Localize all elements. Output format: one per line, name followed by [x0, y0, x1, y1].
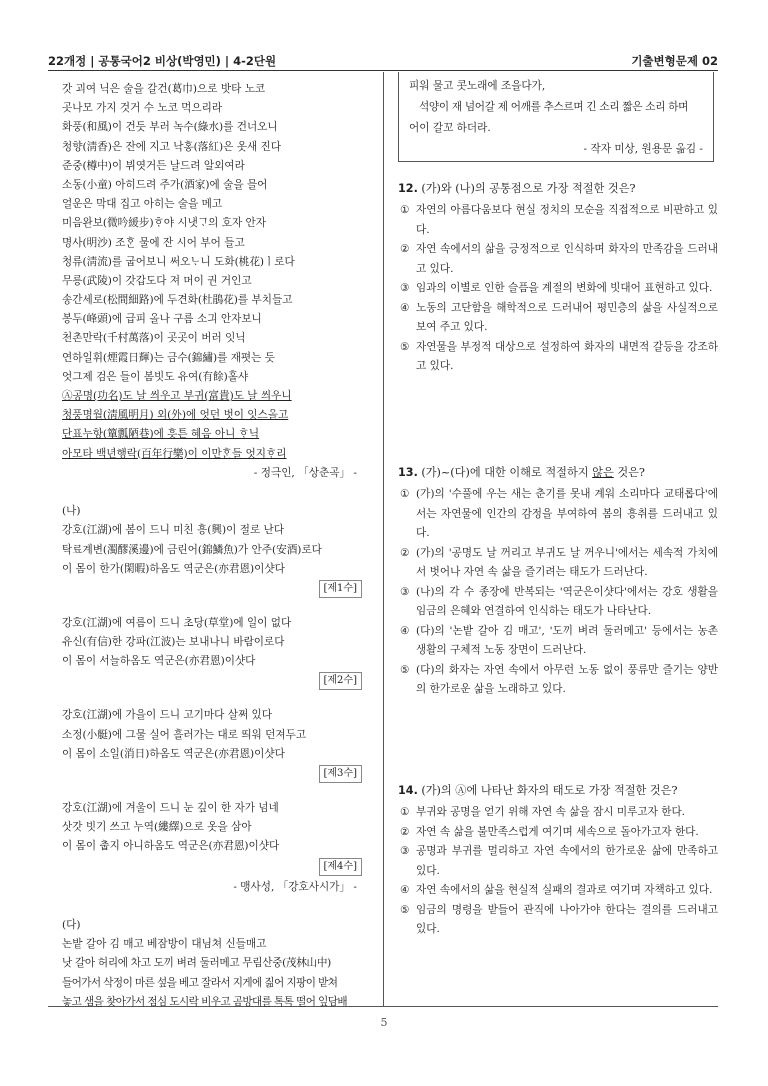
prose-line: 피워 물고 콧노래에 조을다가, [409, 80, 546, 92]
prose-line: 논밭 갈아 김 매고 베잠방이 대님쳐 신들매고 [62, 938, 267, 951]
question-stem [398, 464, 718, 480]
option-text: 임금의 명령을 받들어 관직에 나아가야 한다는 결의를 드러내고 있다. [416, 903, 718, 935]
poem-line: 명사(明沙) 조ᄒᆞᆫ 물에 잔 시어 부어 들고 [62, 236, 245, 249]
question-stem [398, 782, 718, 798]
prose-line: 들어가서 삭정이 마른 섶을 베고 잘라서 지게에 짊어 지팡이 받쳐 [62, 976, 338, 989]
option-text: 자연 속 삶을 불만족스럽게 여기며 세속으로 돌아가고자 한다. [416, 825, 699, 838]
option-text: 자연물을 부정적 대상으로 설정하여 화자의 내면적 갈등을 강조하고 있다. [416, 340, 718, 372]
poem-line-underlined: 단표누항(簞瓢陋巷)에 흣튼 혜음 아니 ᄒᆞ닉 [62, 428, 260, 441]
poem-line-underlined: 아모타 백년행락(百年行樂)이 이만ᄒᆞᆫ들 엇지ᄒᆞ리 [62, 447, 287, 460]
option-text: (가)의 '공명도 날 꺼리고 부귀도 날 꺼우니'에서는 세속적 가치에서 벗어나 자연 속 삶을 즐기려는 태도가 드러난다. [416, 546, 718, 578]
header-rule [48, 70, 718, 71]
question-13 [398, 464, 718, 700]
poem-line-underlined: Ⓐ공명(功名)도 날 씌우고 부귀(富貴)도 날 씌우니 [62, 390, 292, 402]
option-number: ③ [400, 845, 410, 857]
column-divider [383, 72, 384, 1006]
stem-text: (가)와 (나)의 공통점으로 가장 적절한 것은? [421, 182, 636, 195]
option-number: ① [400, 204, 410, 216]
poem-line: 유신(有信)한 강파(江波)는 보내나니 바람이로다 [62, 636, 285, 649]
poem-line: 갓 괴여 닉은 술을 갈건(葛巾)으로 밧타 노코 [62, 83, 266, 95]
stanza-tag: [제4수] [319, 858, 363, 876]
question-number: 13. [398, 466, 418, 479]
poem-line: 이 몸이 소일(消日)하옴도 역군은(亦君恩)이샷다 [62, 747, 285, 760]
poem-line: 탁료계변(濁醪溪邊)에 금린어(錦鱗魚)가 안주(安酒)로다 [62, 543, 322, 556]
answer-option[interactable] [398, 485, 718, 544]
option-number: ③ [400, 282, 410, 294]
na-attribution: - 맹사성, 「강호사시가」 - [233, 880, 357, 893]
option-text: (다)의 화자는 자연 속에서 아무런 노동 없이 풍류만 즐기는 양반의 한가로운 삶을 노래하고 있다. [416, 663, 718, 695]
poem-line: 삿갓 빗기 쓰고 누역(縷繹)으로 옷을 삼아 [62, 821, 252, 834]
poem-line: 강호(江湖)에 겨울이 드니 눈 깊이 한 자가 넘네 [62, 802, 279, 814]
poem-line: 소동(小童) 아히드려 주가(酒家)에 술을 믈어 [62, 178, 268, 191]
option-number: ④ [400, 301, 410, 314]
option-number: ② [400, 546, 410, 559]
question-stem [398, 180, 718, 196]
answer-option[interactable] [398, 338, 718, 377]
option-text: 공명과 부귀를 멀리하고 자연 속에서의 한가로운 삶에 만족하고 있다. [416, 845, 718, 877]
da-attribution: - 작자 미상, 원용문 옮김 - [583, 143, 703, 155]
option-text: (가)의 '수풀에 우는 새는 춘기를 못내 계워 소리마다 교태롭다'에서는 자연물에 인간의 감정을 부여하여 봄의 흥취를 드러내고 있다. [416, 488, 718, 539]
answer-option[interactable] [398, 583, 718, 622]
option-text: (다)의 '논밭 갈아 김 매고', '도끼 벼려 둘러메고' 등에서는 농촌 생활의 구체적 노동 장면이 드러난다. [416, 624, 718, 656]
stem-text: (가)~(다)에 대한 이해로 적절하지 [421, 466, 593, 479]
stem-emphasis: 않은 [592, 466, 614, 479]
option-number: ④ [400, 884, 410, 896]
prose-line: 놓고 샘을 찾아가서 점심 도시락 비우고 곰방대를 톡톡 떨어 잎담배 [62, 995, 348, 1008]
question-number: 12. [398, 182, 418, 195]
na-label: (나) [62, 505, 81, 518]
poem-line: 엇그제 검은 들이 봄빗도 유여(有餘)홀샤 [62, 370, 249, 383]
option-number: ⑤ [400, 903, 410, 916]
left-column [62, 80, 362, 1012]
header-doc-title: 기출변형문제 02 [631, 54, 718, 68]
passage-da [62, 935, 362, 1012]
answer-option[interactable] [398, 823, 718, 843]
passage-na [62, 521, 362, 896]
poem-line: 청류(淸流)를 굽어보니 써오ᄂᆞ니 도화(桃花)ㅣ로다 [62, 255, 295, 268]
prose-line: 어이 갈꼬 하더라. [409, 122, 491, 134]
option-number: ④ [400, 624, 410, 637]
poem-line: 얼운은 막대 집고 아히는 술을 메고 [62, 198, 223, 211]
answer-option[interactable] [398, 661, 718, 700]
poem-line-underlined: 청풍명월(淸風明月) 외(外)에 엇던 벗이 잇스올고 [62, 409, 289, 422]
poem-line: 강호(江湖)에 봄이 드니 미친 흥(興)이 절로 난다 [62, 524, 285, 537]
poem-line: 준중(樽中)이 뷔엿거든 날드려 알외여라 [62, 159, 245, 172]
poem-line: 봉두(峰頭)에 급피 올나 구름 소긔 안자보니 [62, 313, 262, 326]
passage-da-continued [398, 72, 714, 162]
option-number: ② [400, 243, 410, 255]
stanza-tag: [제2수] [319, 672, 363, 690]
poem-line: 연하일휘(煙霞日輝)는 금수(錦繡)를 재폇는 듯 [62, 351, 275, 364]
option-number: ① [400, 806, 410, 818]
answer-option[interactable] [398, 842, 718, 881]
passage-ga [62, 80, 362, 483]
poem-line: 무릉(武陵)이 갓갑도다 져 머이 권 거인고 [62, 274, 252, 287]
prose-line: 석양이 재 넘어갈 제 어깨를 추스르며 긴 소리 짧은 소리 하며 [419, 101, 689, 113]
da-label: (다) [62, 918, 81, 931]
option-text: 임과의 이별로 인한 슬픔을 계절의 변화에 빗대어 표현하고 있다. [416, 282, 713, 294]
option-text: (나)의 각 수 종장에 반복되는 '역군은이샷다'에서는 강호 생활을 임금의 은혜와 연결하여 인식하는 태도가 나타난다. [416, 585, 718, 617]
option-text: 자연 속에서의 삶을 긍정적으로 인식하며 화자의 만족감을 드러내고 있다. [416, 243, 718, 275]
option-text: 부귀와 공명을 얻기 위해 자연 속 삶을 잠시 미루고자 한다. [416, 806, 686, 818]
option-number: ③ [400, 585, 410, 598]
answer-option[interactable] [398, 881, 718, 901]
poem-line: 송간세로(松間細路)에 두견화(杜鵑花)를 부치들고 [62, 294, 293, 307]
stanza [62, 614, 362, 693]
ga-attribution: - 정극인, 「상춘곡」 - [253, 466, 357, 479]
poem-line: 이 몸이 서늘하옴도 역군은(亦君恩)이샷다 [62, 655, 256, 668]
stanza-tag: [제1수] [319, 580, 363, 598]
option-number: ⑤ [400, 340, 410, 353]
poem-line: 곳나모 가지 것거 수 노코 먹으리라 [62, 102, 223, 115]
page-number: 5 [380, 1016, 388, 1029]
answer-option[interactable] [398, 201, 718, 240]
poem-line: 미음완보(微吟緩步)ᄒᆞ야 시냇ᄀᆞ의 호자 안자 [62, 217, 267, 230]
header-course-info: 22개정 | 공통국어2 비상(박영민) | 4-2단원 [48, 54, 277, 68]
stanza [62, 706, 362, 785]
option-number: ② [400, 825, 410, 838]
stem-text: (가)의 Ⓐ에 나타난 화자의 태도로 가장 적절한 것은? [421, 784, 678, 797]
stem-text-end: 것은? [613, 466, 645, 479]
answer-option[interactable] [398, 279, 718, 299]
stanza-tag: [제3수] [319, 765, 363, 783]
answer-option[interactable] [398, 544, 718, 583]
poem-line: 천촌만락(千村萬落)이 곳곳이 버러 잇닉 [62, 332, 246, 345]
option-text: 자연 속에서의 삶을 현실적 실패의 결과로 여기며 자책하고 있다. [416, 884, 713, 896]
option-text: 노동의 고단함을 해학적으로 드러내어 평민층의 삶을 사실적으로 보여 주고 있다. [416, 301, 718, 333]
question-14 [398, 782, 718, 940]
poem-line: 소정(小艇)에 그물 실어 흘러가는 대로 띄워 던져두고 [62, 728, 307, 741]
stanza [62, 521, 362, 600]
question-12 [398, 180, 718, 377]
poem-line: 청향(淸香)은 잔에 지고 낙홍(落紅)은 옷새 진다 [62, 140, 282, 153]
option-number: ⑤ [400, 663, 410, 676]
option-number: ① [400, 488, 410, 500]
answer-option[interactable] [398, 622, 718, 661]
stanza [62, 799, 362, 878]
answer-option[interactable] [398, 803, 718, 823]
option-text: 자연의 아름다움보다 현실 정치의 모순을 직접적으로 비판하고 있다. [416, 204, 718, 236]
answer-option[interactable] [398, 240, 718, 279]
poem-line: 강호(江湖)에 여름이 드니 초당(草堂)에 일이 없다 [62, 616, 292, 629]
answer-option[interactable] [398, 901, 718, 940]
prose-line: 낫 갈아 허리에 차고 도끼 벼려 둘러메고 무림산중(茂林山中) [62, 957, 331, 970]
question-number: 14. [398, 784, 418, 797]
page-header [48, 50, 718, 70]
poem-line: 이 몸이 한가(閑暇)하옴도 역군은(亦君恩)이샷다 [62, 562, 285, 575]
poem-line: 화풍(和風)이 건듯 부러 녹수(綠水)를 건너오니 [62, 121, 278, 134]
answer-option[interactable] [398, 299, 718, 338]
poem-line: 이 몸이 춥지 아니하옴도 역군은(亦君恩)이샷다 [62, 840, 280, 853]
poem-line: 강호(江湖)에 가을이 드니 고기마다 살쩌 있다 [62, 709, 273, 722]
